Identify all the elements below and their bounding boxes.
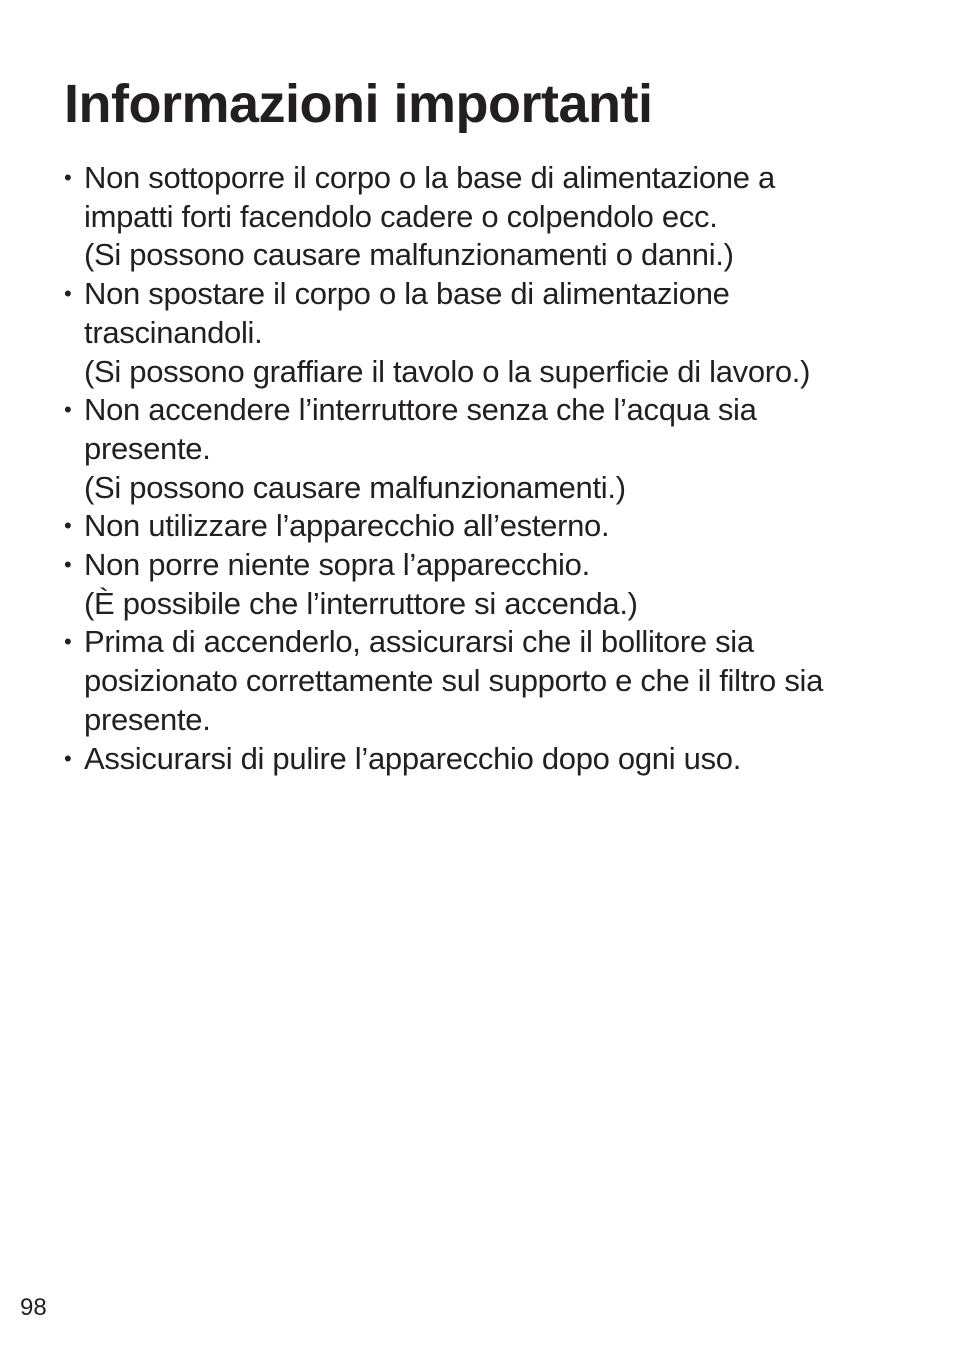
page-number: 98 [20,1294,47,1321]
list-item [64,546,904,623]
list-item [64,507,904,546]
list-item [64,740,904,779]
list-item [64,623,904,739]
list-item-line: (È possibile che l’interruttore si accenda.) [84,585,638,621]
important-info-list [64,159,904,778]
list-item-line: trascinandoli. [84,314,263,350]
list-item [64,159,904,275]
list-item-line: Assicurarsi di pulire l’apparecchio dopo ogni uso. [84,740,742,776]
bullet-icon: • [64,513,72,539]
list-item-line: (Si possono causare malfunzionamenti o danni.) [84,237,734,273]
list-item-line: Non porre niente sopra l’apparecchio. [84,547,590,583]
bullet-icon: • [64,281,72,307]
list-item-line: Non spostare il corpo o la base di alimentazione [84,276,730,312]
list-item-line: posizionato correttamente sul supporto e che il filtro sia [84,663,824,699]
list-item-line: Prima di accenderlo, assicurarsi che il bollitore sia [84,624,754,660]
list-item-line: (Si possono graffiare il tavolo o la superficie di lavoro.) [84,353,811,389]
list-item [64,275,904,391]
list-item-line: (Si possono causare malfunzionamenti.) [84,469,626,505]
bullet-icon: • [64,745,72,771]
bullet-icon: • [64,397,72,423]
list-item-line: presente. [84,701,211,737]
list-item-line: Non sottoporre il corpo o la base di alimentazione a [84,160,775,195]
list-item-line: Non utilizzare l’apparecchio all’esterno. [84,508,610,544]
bullet-icon: • [64,552,72,578]
list-item-line: impatti forti facendolo cadere o colpendolo ecc. [84,198,718,234]
bullet-icon: • [64,165,72,190]
list-item-line: Non accendere l’interruttore senza che l’acqua sia [84,392,757,428]
list-item [64,391,904,507]
page-title: Informazioni importanti [64,74,653,134]
list-item-line: presente. [84,430,211,466]
bullet-icon: • [64,629,72,655]
